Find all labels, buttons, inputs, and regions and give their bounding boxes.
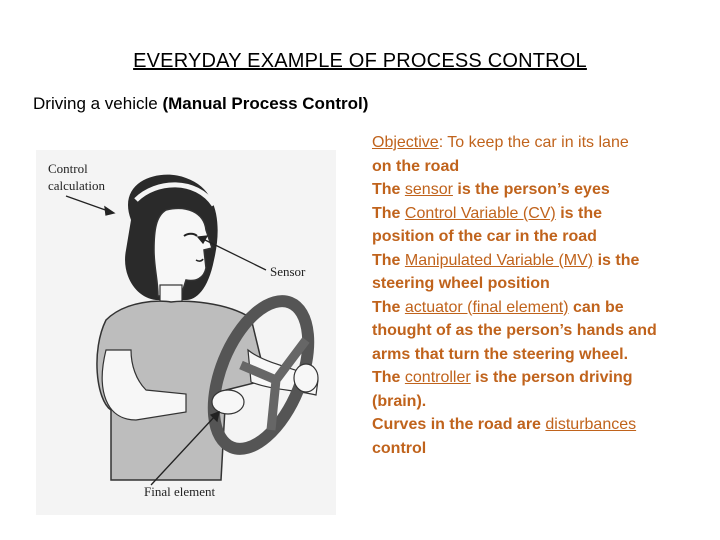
text-line-sensor [372,178,692,202]
text-objective-rest: : To keep the car in its lane [438,134,629,151]
text-actuator-rest: can be [568,298,624,316]
text-cv-rest: is the [555,204,602,222]
text-line-2: on the road [372,157,460,175]
subtitle-plain: Driving a vehicle [33,94,163,113]
term-disturbances: disturbances [545,416,637,433]
term-actuator: actuator (final element) [404,298,569,316]
driver-illustration [36,150,336,515]
text-line-cv [372,202,692,226]
text-line-actuator [372,296,692,320]
text-line-14: control [372,439,427,457]
text-line-disturbances [372,413,692,437]
text-line-12: (brain). [372,392,427,410]
text-sensor-rest: is the person’s eyes [452,181,610,198]
subtitle [33,94,368,114]
text-line-9: thought of as the person’s hands and [372,322,657,339]
text-line-7: steering wheel position [372,275,550,292]
text-disturbances-pre: Curves in the road are [372,416,546,433]
text-line-controller [372,366,692,390]
label-sensor: Sensor [270,264,306,279]
page-title: EVERYDAY EXAMPLE OF PROCESS CONTROL [133,50,587,72]
term-objective: Objective [372,134,439,151]
explanation-text [372,131,692,460]
text-controller-rest: is the person driving [470,369,633,386]
text-mv-rest: is the [593,251,640,269]
text-line-mv [372,249,692,273]
text-controller-pre: The [372,369,405,386]
term-sensor: sensor [404,181,453,198]
label-control-calculation-2: calculation [48,178,106,193]
text-sensor-pre: The [372,181,405,198]
text-cv-pre: The [372,204,405,222]
term-manipulated-variable: Manipulated Variable (MV) [404,251,594,269]
hand-right-shape [294,364,318,392]
subtitle-bold: (Manual Process Control) [162,94,369,113]
hand-left-shape [212,390,244,414]
label-control-calculation-1: Control [48,161,88,176]
text-mv-pre: The [372,251,405,269]
text-actuator-pre: The [372,298,405,316]
text-line-10: arms that turn the steering wheel. [372,345,629,363]
text-line-5: position of the car in the road [372,228,597,245]
term-controller: controller [404,369,471,386]
text-line-objective [372,131,692,155]
term-control-variable: Control Variable (CV) [404,204,556,222]
label-final-element: Final element [144,484,216,499]
